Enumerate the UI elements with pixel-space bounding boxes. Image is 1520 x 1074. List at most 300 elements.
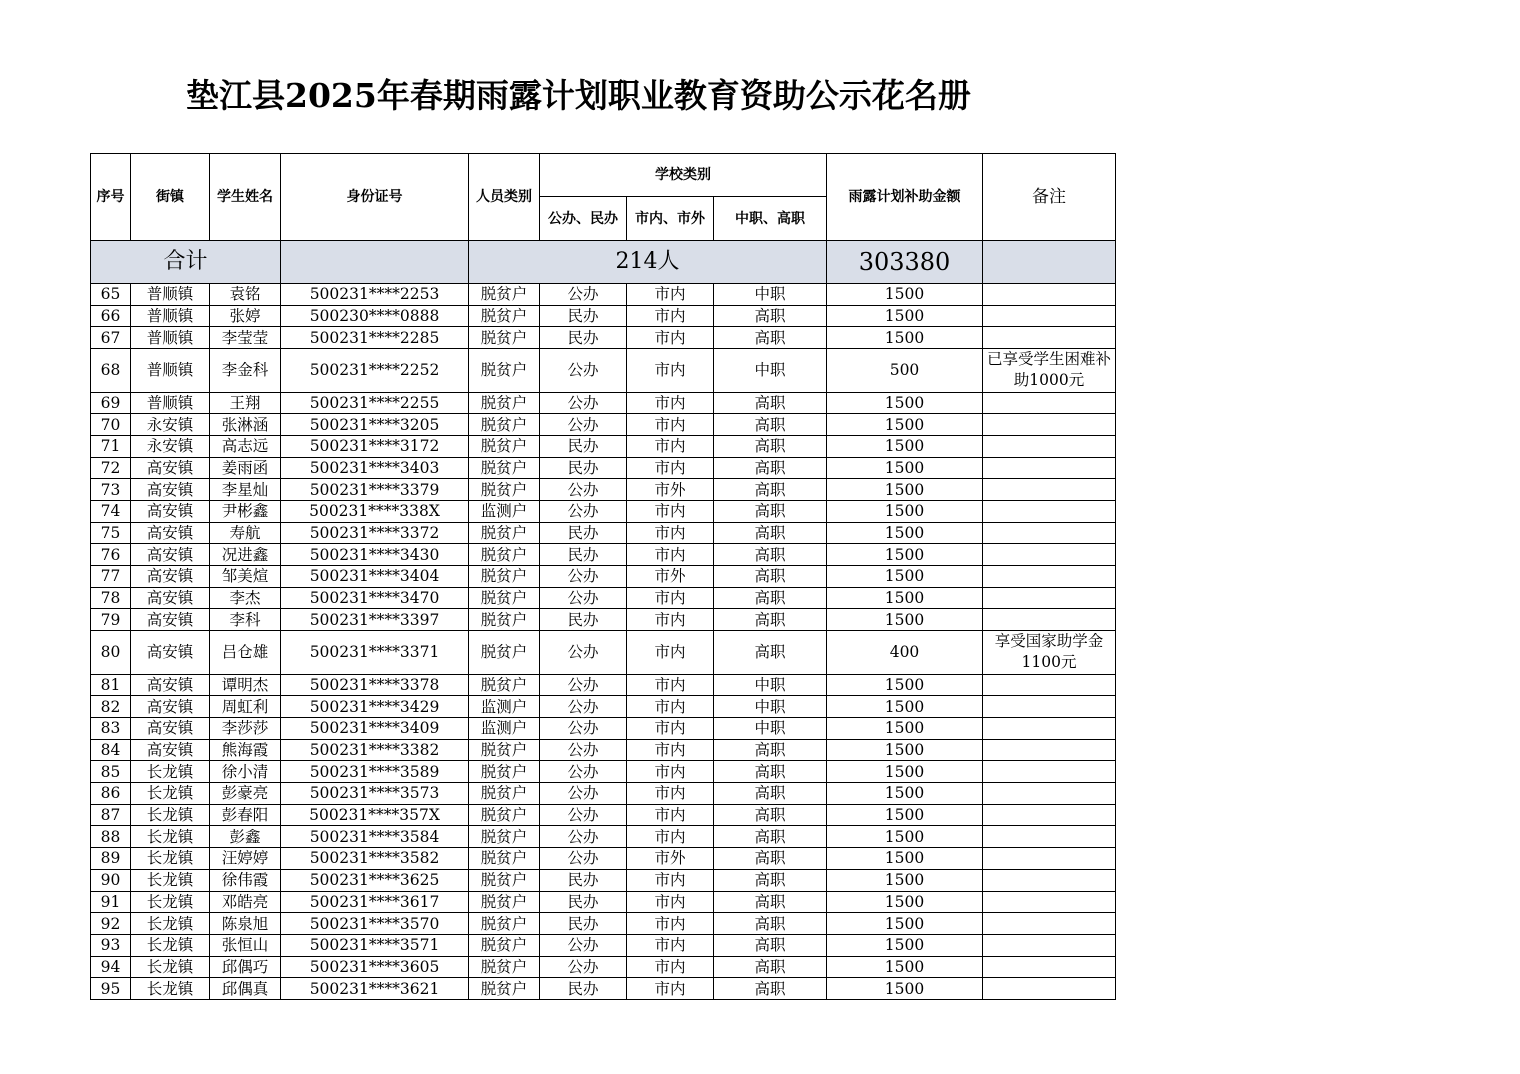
cell-seq: 84 xyxy=(91,739,131,761)
cell-region: 市内 xyxy=(627,934,714,956)
cell-name: 熊海霞 xyxy=(210,739,281,761)
cell-school: 民办 xyxy=(540,435,627,457)
table-row xyxy=(91,457,1116,479)
cell-level: 高职 xyxy=(714,587,827,609)
cell-seq: 88 xyxy=(91,826,131,848)
cell-name: 张恒山 xyxy=(210,934,281,956)
cell-amount: 1500 xyxy=(827,392,983,414)
cell-id: 500231****3621 xyxy=(281,978,469,1000)
cell-town: 长龙镇 xyxy=(131,934,210,956)
cell-id: 500231****357X xyxy=(281,804,469,826)
cell-note xyxy=(983,284,1116,306)
cell-note: 已享受学生困难补助1000元 xyxy=(983,349,1116,393)
table-row xyxy=(91,913,1116,935)
cell-category: 脱贫户 xyxy=(469,587,540,609)
cell-town: 高安镇 xyxy=(131,479,210,501)
cell-category: 脱贫户 xyxy=(469,349,540,393)
table-row xyxy=(91,305,1116,327)
cell-region: 市内 xyxy=(627,305,714,327)
cell-town: 长龙镇 xyxy=(131,869,210,891)
roster-table xyxy=(90,153,1116,1000)
cell-town: 普顺镇 xyxy=(131,305,210,327)
header-seq: 序号 xyxy=(91,154,131,241)
cell-region: 市外 xyxy=(627,566,714,588)
cell-id: 500231****3584 xyxy=(281,826,469,848)
cell-seq: 75 xyxy=(91,522,131,544)
cell-level: 中职 xyxy=(714,718,827,740)
table-row xyxy=(91,566,1116,588)
cell-category: 脱贫户 xyxy=(469,479,540,501)
cell-region: 市内 xyxy=(627,414,714,436)
cell-name: 彭鑫 xyxy=(210,826,281,848)
cell-note xyxy=(983,934,1116,956)
cell-school: 民办 xyxy=(540,305,627,327)
table-row xyxy=(91,869,1116,891)
cell-seq: 76 xyxy=(91,544,131,566)
cell-town: 高安镇 xyxy=(131,566,210,588)
cell-school: 民办 xyxy=(540,913,627,935)
cell-category: 脱贫户 xyxy=(469,674,540,696)
cell-name: 邱偶真 xyxy=(210,978,281,1000)
cell-seq: 66 xyxy=(91,305,131,327)
cell-level: 高职 xyxy=(714,435,827,457)
table-row xyxy=(91,284,1116,306)
cell-seq: 70 xyxy=(91,414,131,436)
cell-level: 高职 xyxy=(714,544,827,566)
cell-seq: 90 xyxy=(91,869,131,891)
cell-id: 500231****3404 xyxy=(281,566,469,588)
cell-school: 公办 xyxy=(540,392,627,414)
cell-school: 公办 xyxy=(540,804,627,826)
header-town: 街镇 xyxy=(131,154,210,241)
cell-school: 公办 xyxy=(540,631,627,675)
cell-category: 脱贫户 xyxy=(469,826,540,848)
cell-name: 彭豪亮 xyxy=(210,783,281,805)
cell-seq: 77 xyxy=(91,566,131,588)
cell-seq: 81 xyxy=(91,674,131,696)
cell-seq: 89 xyxy=(91,848,131,870)
cell-region: 市内 xyxy=(627,327,714,349)
cell-note xyxy=(983,826,1116,848)
cell-id: 500231****3605 xyxy=(281,956,469,978)
cell-amount: 1500 xyxy=(827,284,983,306)
table-row xyxy=(91,522,1116,544)
cell-name: 李莎莎 xyxy=(210,718,281,740)
cell-level: 高职 xyxy=(714,609,827,631)
cell-amount: 1500 xyxy=(827,479,983,501)
cell-id: 500231****2255 xyxy=(281,392,469,414)
cell-note xyxy=(983,327,1116,349)
header-row-1 xyxy=(91,154,1116,197)
table-row xyxy=(91,804,1116,826)
cell-name: 袁铭 xyxy=(210,284,281,306)
header-level: 中职、高职 xyxy=(714,197,827,241)
cell-school: 公办 xyxy=(540,739,627,761)
cell-seq: 82 xyxy=(91,696,131,718)
cell-level: 高职 xyxy=(714,392,827,414)
total-empty-note xyxy=(983,241,1116,284)
table-row xyxy=(91,761,1116,783)
cell-seq: 73 xyxy=(91,479,131,501)
cell-level: 中职 xyxy=(714,696,827,718)
cell-level: 高职 xyxy=(714,848,827,870)
cell-name: 周虹利 xyxy=(210,696,281,718)
cell-level: 中职 xyxy=(714,349,827,393)
cell-level: 高职 xyxy=(714,631,827,675)
cell-amount: 400 xyxy=(827,631,983,675)
cell-seq: 67 xyxy=(91,327,131,349)
cell-seq: 83 xyxy=(91,718,131,740)
cell-name: 李金科 xyxy=(210,349,281,393)
table-row xyxy=(91,479,1116,501)
cell-town: 长龙镇 xyxy=(131,891,210,913)
cell-region: 市内 xyxy=(627,913,714,935)
cell-name: 李莹莹 xyxy=(210,327,281,349)
cell-school: 公办 xyxy=(540,674,627,696)
header-id: 身份证号 xyxy=(281,154,469,241)
cell-seq: 69 xyxy=(91,392,131,414)
cell-school: 公办 xyxy=(540,934,627,956)
cell-amount: 1500 xyxy=(827,848,983,870)
total-count: 214人 xyxy=(469,241,827,284)
cell-id: 500231****338X xyxy=(281,501,469,523)
cell-amount: 1500 xyxy=(827,435,983,457)
cell-name: 王翔 xyxy=(210,392,281,414)
cell-id: 500231****3589 xyxy=(281,761,469,783)
cell-name: 姜雨函 xyxy=(210,457,281,479)
cell-name: 汪婷婷 xyxy=(210,848,281,870)
cell-amount: 1500 xyxy=(827,457,983,479)
table-row xyxy=(91,587,1116,609)
cell-level: 高职 xyxy=(714,501,827,523)
cell-category: 脱贫户 xyxy=(469,631,540,675)
cell-name: 谭明杰 xyxy=(210,674,281,696)
cell-amount: 1500 xyxy=(827,913,983,935)
table-row xyxy=(91,956,1116,978)
cell-category: 脱贫户 xyxy=(469,913,540,935)
cell-category: 脱贫户 xyxy=(469,435,540,457)
cell-id: 500231****3625 xyxy=(281,869,469,891)
cell-id: 500231****3470 xyxy=(281,587,469,609)
cell-note xyxy=(983,761,1116,783)
cell-amount: 1500 xyxy=(827,414,983,436)
cell-level: 高职 xyxy=(714,479,827,501)
cell-seq: 93 xyxy=(91,934,131,956)
table-row xyxy=(91,392,1116,414)
header-note: 备注 xyxy=(983,154,1116,241)
cell-school: 公办 xyxy=(540,349,627,393)
table-row xyxy=(91,631,1116,675)
cell-region: 市内 xyxy=(627,718,714,740)
cell-note xyxy=(983,414,1116,436)
cell-school: 公办 xyxy=(540,718,627,740)
cell-name: 张婷 xyxy=(210,305,281,327)
cell-name: 徐伟霞 xyxy=(210,869,281,891)
cell-region: 市内 xyxy=(627,284,714,306)
cell-town: 长龙镇 xyxy=(131,783,210,805)
cell-seq: 92 xyxy=(91,913,131,935)
cell-id: 500231****2252 xyxy=(281,349,469,393)
cell-region: 市内 xyxy=(627,392,714,414)
cell-region: 市内 xyxy=(627,804,714,826)
cell-town: 高安镇 xyxy=(131,587,210,609)
cell-name: 张淋涵 xyxy=(210,414,281,436)
cell-town: 长龙镇 xyxy=(131,826,210,848)
cell-level: 高职 xyxy=(714,804,827,826)
cell-level: 高职 xyxy=(714,414,827,436)
cell-id: 500230****0888 xyxy=(281,305,469,327)
cell-name: 陈泉旭 xyxy=(210,913,281,935)
cell-note xyxy=(983,392,1116,414)
cell-town: 长龙镇 xyxy=(131,978,210,1000)
cell-name: 吕仓雄 xyxy=(210,631,281,675)
cell-region: 市内 xyxy=(627,783,714,805)
cell-id: 500231****3372 xyxy=(281,522,469,544)
cell-amount: 1500 xyxy=(827,522,983,544)
cell-name: 李杰 xyxy=(210,587,281,609)
cell-note: 享受国家助学金1100元 xyxy=(983,631,1116,675)
cell-note xyxy=(983,305,1116,327)
cell-name: 彭春阳 xyxy=(210,804,281,826)
total-row xyxy=(91,241,1116,284)
cell-note xyxy=(983,978,1116,1000)
cell-category: 脱贫户 xyxy=(469,305,540,327)
cell-level: 中职 xyxy=(714,674,827,696)
table-row xyxy=(91,609,1116,631)
table-row xyxy=(91,891,1116,913)
cell-school: 公办 xyxy=(540,479,627,501)
table-row xyxy=(91,696,1116,718)
cell-school: 公办 xyxy=(540,414,627,436)
cell-region: 市内 xyxy=(627,435,714,457)
cell-region: 市内 xyxy=(627,739,714,761)
table-row xyxy=(91,674,1116,696)
header-school-type: 学校类别 xyxy=(540,154,827,197)
cell-town: 永安镇 xyxy=(131,435,210,457)
cell-seq: 85 xyxy=(91,761,131,783)
cell-region: 市内 xyxy=(627,587,714,609)
cell-category: 监测户 xyxy=(469,501,540,523)
cell-town: 高安镇 xyxy=(131,609,210,631)
cell-seq: 79 xyxy=(91,609,131,631)
cell-note xyxy=(983,869,1116,891)
cell-school: 公办 xyxy=(540,826,627,848)
cell-id: 500231****3582 xyxy=(281,848,469,870)
cell-amount: 500 xyxy=(827,349,983,393)
cell-town: 高安镇 xyxy=(131,544,210,566)
cell-category: 脱贫户 xyxy=(469,414,540,436)
cell-level: 高职 xyxy=(714,826,827,848)
cell-note xyxy=(983,522,1116,544)
cell-id: 500231****3409 xyxy=(281,718,469,740)
header-amount: 雨露计划补助金额 xyxy=(827,154,983,241)
cell-region: 市内 xyxy=(627,761,714,783)
cell-region: 市外 xyxy=(627,848,714,870)
cell-id: 500231****3617 xyxy=(281,891,469,913)
cell-id: 500231****2285 xyxy=(281,327,469,349)
cell-region: 市内 xyxy=(627,631,714,675)
cell-seq: 78 xyxy=(91,587,131,609)
cell-name: 况进鑫 xyxy=(210,544,281,566)
cell-amount: 1500 xyxy=(827,327,983,349)
cell-town: 高安镇 xyxy=(131,696,210,718)
cell-town: 长龙镇 xyxy=(131,956,210,978)
cell-town: 高安镇 xyxy=(131,718,210,740)
cell-level: 高职 xyxy=(714,956,827,978)
table-row xyxy=(91,978,1116,1000)
cell-town: 高安镇 xyxy=(131,522,210,544)
header-public-private: 公办、民办 xyxy=(540,197,627,241)
cell-school: 民办 xyxy=(540,978,627,1000)
cell-category: 脱贫户 xyxy=(469,609,540,631)
cell-level: 高职 xyxy=(714,891,827,913)
cell-category: 脱贫户 xyxy=(469,566,540,588)
cell-amount: 1500 xyxy=(827,566,983,588)
cell-category: 脱贫户 xyxy=(469,848,540,870)
cell-category: 脱贫户 xyxy=(469,761,540,783)
cell-amount: 1500 xyxy=(827,696,983,718)
table-row xyxy=(91,783,1116,805)
cell-name: 邓皓亮 xyxy=(210,891,281,913)
cell-region: 市内 xyxy=(627,696,714,718)
cell-note xyxy=(983,718,1116,740)
cell-region: 市内 xyxy=(627,544,714,566)
table-row xyxy=(91,327,1116,349)
cell-id: 500231****3397 xyxy=(281,609,469,631)
cell-id: 500231****3205 xyxy=(281,414,469,436)
cell-town: 普顺镇 xyxy=(131,327,210,349)
cell-level: 高职 xyxy=(714,978,827,1000)
cell-note xyxy=(983,587,1116,609)
cell-category: 脱贫户 xyxy=(469,284,540,306)
cell-seq: 94 xyxy=(91,956,131,978)
cell-town: 长龙镇 xyxy=(131,913,210,935)
cell-town: 高安镇 xyxy=(131,674,210,696)
cell-region: 市内 xyxy=(627,457,714,479)
cell-note xyxy=(983,544,1116,566)
cell-level: 高职 xyxy=(714,783,827,805)
page-title: 垫江县2025年春期雨露计划职业教育资助公示花名册 xyxy=(186,76,971,115)
cell-school: 公办 xyxy=(540,848,627,870)
cell-note xyxy=(983,674,1116,696)
cell-amount: 1500 xyxy=(827,978,983,1000)
cell-id: 500231****3379 xyxy=(281,479,469,501)
cell-seq: 91 xyxy=(91,891,131,913)
cell-amount: 1500 xyxy=(827,718,983,740)
cell-amount: 1500 xyxy=(827,783,983,805)
cell-amount: 1500 xyxy=(827,609,983,631)
cell-note xyxy=(983,609,1116,631)
cell-amount: 1500 xyxy=(827,956,983,978)
cell-school: 公办 xyxy=(540,696,627,718)
cell-category: 脱贫户 xyxy=(469,327,540,349)
cell-amount: 1500 xyxy=(827,739,983,761)
cell-category: 脱贫户 xyxy=(469,891,540,913)
cell-town: 长龙镇 xyxy=(131,804,210,826)
cell-region: 市内 xyxy=(627,869,714,891)
cell-town: 高安镇 xyxy=(131,739,210,761)
cell-category: 脱贫户 xyxy=(469,544,540,566)
table-row xyxy=(91,501,1116,523)
cell-category: 脱贫户 xyxy=(469,392,540,414)
cell-seq: 68 xyxy=(91,349,131,393)
cell-id: 500231****3430 xyxy=(281,544,469,566)
cell-school: 民办 xyxy=(540,544,627,566)
cell-category: 脱贫户 xyxy=(469,783,540,805)
cell-school: 公办 xyxy=(540,587,627,609)
cell-level: 高职 xyxy=(714,327,827,349)
cell-note xyxy=(983,696,1116,718)
cell-seq: 86 xyxy=(91,783,131,805)
cell-region: 市内 xyxy=(627,674,714,696)
table-row xyxy=(91,544,1116,566)
cell-amount: 1500 xyxy=(827,587,983,609)
cell-name: 高志远 xyxy=(210,435,281,457)
cell-region: 市内 xyxy=(627,501,714,523)
cell-note xyxy=(983,566,1116,588)
cell-level: 高职 xyxy=(714,566,827,588)
cell-amount: 1500 xyxy=(827,544,983,566)
cell-amount: 1500 xyxy=(827,501,983,523)
cell-town: 长龙镇 xyxy=(131,761,210,783)
cell-note xyxy=(983,435,1116,457)
cell-town: 普顺镇 xyxy=(131,284,210,306)
cell-seq: 71 xyxy=(91,435,131,457)
table-row xyxy=(91,435,1116,457)
cell-school: 民办 xyxy=(540,891,627,913)
cell-seq: 72 xyxy=(91,457,131,479)
cell-id: 500231****3570 xyxy=(281,913,469,935)
cell-school: 公办 xyxy=(540,761,627,783)
cell-category: 脱贫户 xyxy=(469,804,540,826)
cell-id: 500231****3378 xyxy=(281,674,469,696)
table-row xyxy=(91,826,1116,848)
cell-level: 高职 xyxy=(714,869,827,891)
cell-region: 市内 xyxy=(627,826,714,848)
cell-name: 邹美煊 xyxy=(210,566,281,588)
cell-note xyxy=(983,501,1116,523)
cell-id: 500231****3172 xyxy=(281,435,469,457)
cell-id: 500231****3573 xyxy=(281,783,469,805)
cell-school: 民办 xyxy=(540,609,627,631)
cell-id: 500231****3371 xyxy=(281,631,469,675)
cell-note xyxy=(983,913,1116,935)
cell-amount: 1500 xyxy=(827,826,983,848)
header-category: 人员类别 xyxy=(469,154,540,241)
cell-seq: 87 xyxy=(91,804,131,826)
cell-category: 脱贫户 xyxy=(469,978,540,1000)
header-name: 学生姓名 xyxy=(210,154,281,241)
cell-level: 高职 xyxy=(714,739,827,761)
cell-region: 市内 xyxy=(627,609,714,631)
cell-school: 公办 xyxy=(540,956,627,978)
cell-name: 李科 xyxy=(210,609,281,631)
cell-name: 徐小清 xyxy=(210,761,281,783)
cell-level: 高职 xyxy=(714,934,827,956)
cell-category: 脱贫户 xyxy=(469,457,540,479)
cell-name: 李星灿 xyxy=(210,479,281,501)
cell-school: 民办 xyxy=(540,457,627,479)
cell-level: 高职 xyxy=(714,305,827,327)
cell-category: 脱贫户 xyxy=(469,522,540,544)
cell-note xyxy=(983,891,1116,913)
cell-school: 公办 xyxy=(540,284,627,306)
cell-id: 500231****3403 xyxy=(281,457,469,479)
cell-level: 中职 xyxy=(714,284,827,306)
cell-category: 脱贫户 xyxy=(469,869,540,891)
cell-seq: 80 xyxy=(91,631,131,675)
table-row xyxy=(91,718,1116,740)
